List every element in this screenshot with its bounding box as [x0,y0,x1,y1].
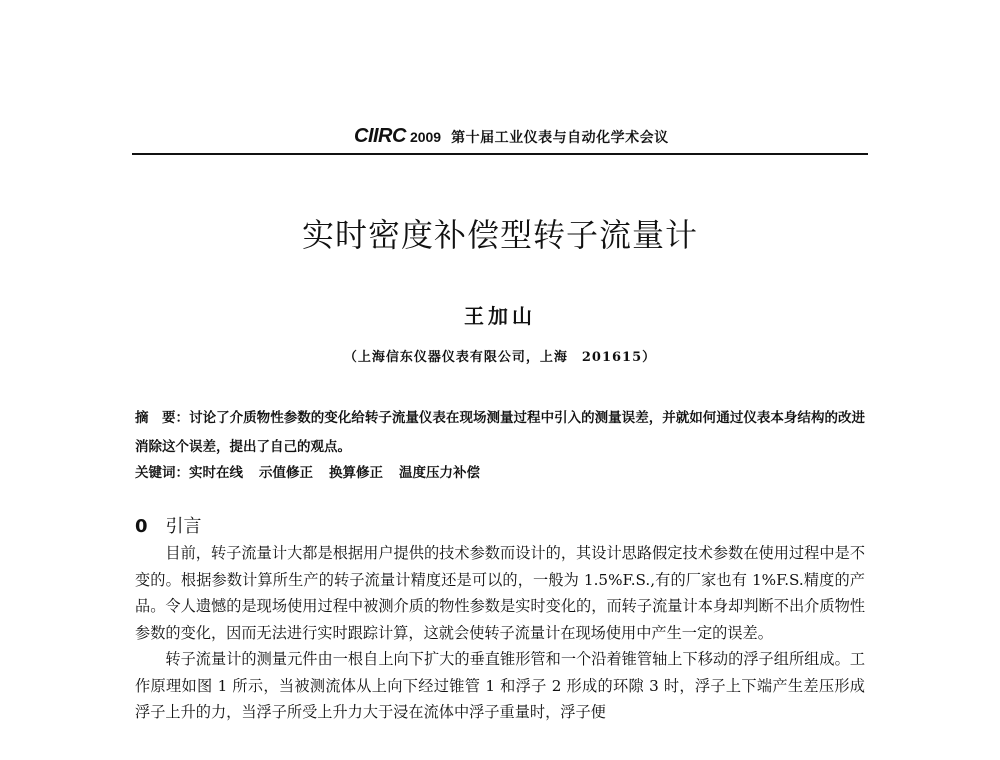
author-affiliation: （上海信东仪器仪表有限公司，上海 201615） [343,350,657,365]
keyword: 示值修正 [259,465,313,481]
paper-title: 实时密度补偿型转子流量计 [301,216,698,254]
section-title: 引言 [165,516,202,537]
header-content [354,125,669,148]
conference-logo: CIIRC [354,125,406,147]
body-text [135,540,865,726]
section-heading [135,512,202,538]
running-header [132,113,868,155]
keywords-label: 关键词： [135,465,189,481]
abstract-text: 讨论了介质物性参数的变化给转子流量仪表在现场测量过程中引入的测量误差，并就如何通过仪表本身结构的改进消除这个误差，提出了自己的观点。 [135,410,866,455]
conference-name: 第十届工业仪表与自动化学术会议 [451,130,669,146]
paragraph: 转子流量计的测量元件由一根自上向下扩大的垂直锥形管和一个沿着锥管轴上下移动的浮子组所组成。工作原理如图 1 所示，当被测流体从上向下经过锥管 1 和浮子 2 形成的环隙 3 时，浮子上下端产生差压形成浮子上升的力，当浮子所受上升力大于浸在流体中浮子重量时，浮子便 [135,650,865,721]
keywords [135,461,865,481]
abstract [135,404,865,462]
paragraph: 目前，转子流量计大都是根据用户提供的技术参数而设计的，其设计思路假定技术参数在使用过程中是不变的。根据参数计算所生产的转子流量计精度还是可以的，一般为 1.5%F.S.,有的厂家也有 1%F.S.精度的产品。令人遗憾的是现场使用过程中被测介质的物性参数是实时变化的，而转子流量计本身却判断不出介质物性参数的变化，因而无法进行实时跟踪计算，这就会使转子流量计在现场使用中产生一定的误差。 [135,544,865,642]
abstract-label: 摘 要： [135,410,190,426]
keyword: 温度压力补偿 [399,465,480,481]
keyword: 换算修正 [329,465,383,481]
author-name: 王加山 [464,304,536,328]
keyword: 实时在线 [189,465,243,481]
section-number: 0 [135,516,148,537]
conference-year: 2009 [409,129,442,145]
